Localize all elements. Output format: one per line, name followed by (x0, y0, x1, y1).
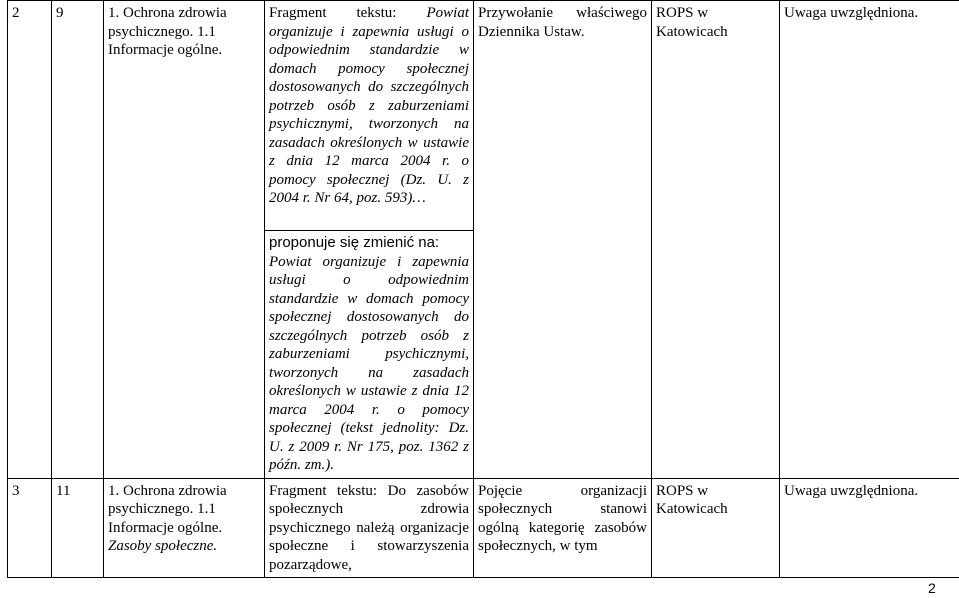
section-text: 1. Ochrona zdrowia psychicznego. 1.1 Informacje ogólne. (108, 5, 227, 58)
row-author: ROPS w Katowicach (652, 1, 780, 479)
row-status: Uwaga uwzględniona. (780, 478, 959, 578)
row-justification: Przywołanie właściwego Dziennika Ustaw. (474, 1, 652, 479)
table-row (8, 1, 959, 231)
row-section (104, 478, 265, 578)
row-lp: 3 (8, 478, 52, 578)
fragment-quote: Powiat organizuje i zapewnia usługi o odpowiednim standardzie w domach pomocy społecznej dostosowanych do szczególnych potrzeb osób z zaburzeniami psychicznymi, tworzonych na zasadach określonych w ustawie z dnia 12 marca 2004 r. o pomocy społecznej (Dz. U. z 2004 r. Nr 64, poz. 593)… (269, 5, 469, 206)
row-lp: 2 (8, 1, 52, 479)
section-text: 1. Ochrona zdrowia psychicznego. 1.1 Informacje ogólne. (108, 482, 227, 536)
fragment-intro: Fragment tekstu: (269, 5, 427, 21)
row-author: ROPS w Katowicach (652, 478, 780, 578)
page-number: 2 (928, 580, 936, 596)
row-page: 11 (52, 478, 104, 578)
remarks-table (7, 0, 959, 578)
table-row (8, 478, 959, 578)
row-section (104, 1, 265, 479)
row-page: 9 (52, 1, 104, 479)
proposal-text: Powiat organizuje i zapewnia usługi o odpowiednim standardzie w domach pomocy społecznej dostosowanych do szczególnych potrzeb osób z zaburzeniami psychicznymi, tworzonych na zasadach określonych w ustawie z dnia 12 marca 2004 r. o pomocy społecznej (tekst jednolity: Dz. U. z 2009 r. Nr 175, poz. 1362 z późn. zm.). (269, 253, 469, 473)
row-status: Uwaga uwzględniona. (780, 1, 959, 479)
row-justification: Pojęcie organizacji społecznych stanowi ogólną kategorię zasobów społecznych, w tym (474, 478, 652, 578)
row-proposal (265, 231, 474, 479)
row-fragment: Fragment tekstu: Do zasobów społecznych zdrowia psychicznego należą organizacje społeczne i stowarzyszenia pozarządowe, (265, 478, 474, 578)
proposal-intro: proponuje się zmienić na: (269, 234, 440, 251)
row-fragment (265, 1, 474, 231)
section-extra: Zasoby społeczne. (108, 538, 218, 554)
